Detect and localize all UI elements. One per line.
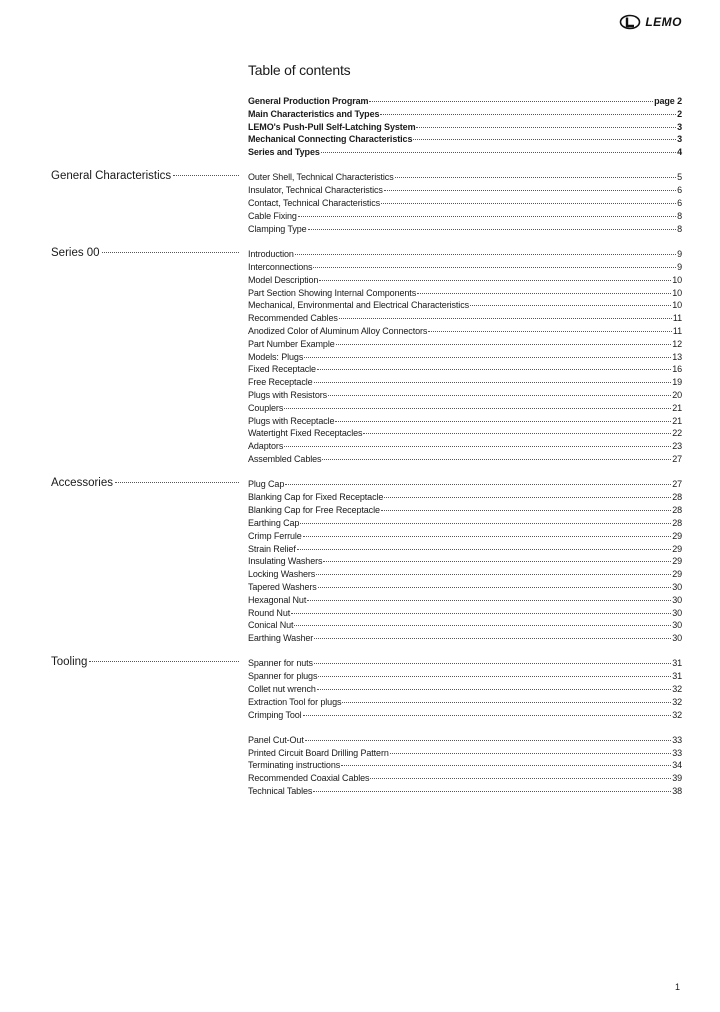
toc-entry-page: 3: [677, 122, 682, 132]
toc-entry-series-and-types[interactable]: [248, 146, 682, 159]
toc-entry-page: 6: [677, 185, 682, 195]
toc-entry-page: 20: [672, 390, 682, 400]
toc-entry-label: Mechanical Connecting Characteristics: [248, 134, 413, 144]
toc-entry-page: 10: [672, 275, 682, 285]
toc-entry-page: 30: [672, 608, 682, 618]
toc-entry-page: 28: [672, 505, 682, 515]
dot-leader: [341, 765, 671, 766]
dot-leader: [314, 382, 672, 383]
section-heading-general-characteristics: [51, 168, 239, 184]
toc-entry-label: Part Number Example: [248, 339, 335, 349]
toc-entry[interactable]: [248, 785, 682, 798]
toc-entry[interactable]: [248, 517, 682, 530]
toc-entry[interactable]: [248, 555, 682, 568]
toc-entry-label: Contact, Technical Characteristics: [248, 198, 380, 208]
dot-leader: [308, 229, 677, 230]
toc-entry-label: Technical Tables: [248, 786, 313, 796]
section-heading-label: General Characteristics: [51, 170, 172, 182]
toc-entry-label: Interconnections: [248, 262, 313, 272]
toc-entry-page: 5: [677, 172, 682, 182]
dot-leader: [307, 600, 671, 601]
dot-leader: [285, 484, 671, 485]
toc-entry[interactable]: [248, 171, 682, 184]
toc-entry-page: 33: [672, 748, 682, 758]
toc-entry-page: 31: [672, 671, 682, 681]
toc-entry[interactable]: [248, 427, 682, 440]
toc-entry[interactable]: [248, 325, 682, 338]
dot-leader: [284, 446, 671, 447]
toc-entry-page: 29: [672, 531, 682, 541]
dot-leader: [304, 357, 671, 358]
toc-entry[interactable]: [248, 594, 682, 607]
section-heading-series-00: [51, 245, 239, 261]
toc-entry[interactable]: [248, 632, 682, 645]
toc-entry-page: 32: [672, 710, 682, 720]
toc-entry-label: Watertight Fixed Receptacles: [248, 428, 363, 438]
toc-entry-label: Round Nut: [248, 608, 291, 618]
dot-leader: [313, 791, 671, 792]
toc-entry-label: Model Description: [248, 275, 319, 285]
toc-entry[interactable]: [248, 363, 682, 376]
toc-entry-page: 29: [672, 556, 682, 566]
dot-leader: [336, 344, 672, 345]
dot-leader: [323, 561, 671, 562]
toc-entry-page: 10: [672, 300, 682, 310]
toc-entry-page: 11: [672, 313, 682, 323]
toc-entry-main-characteristics[interactable]: [248, 108, 682, 121]
dot-leader: [294, 625, 671, 626]
toc-entry-label: Hexagonal Nut: [248, 595, 307, 605]
toc-entry-page: 2: [677, 109, 682, 119]
toc-entry-page: page 2: [654, 96, 682, 106]
dot-leader: [381, 510, 671, 511]
dot-leader: [384, 190, 676, 191]
toc-entry-label: Main Characteristics and Types: [248, 109, 380, 119]
toc-entry-label: Models: Plugs: [248, 352, 304, 362]
toc-entry-page: 39: [672, 773, 682, 783]
dot-leader: [413, 139, 676, 140]
toc-entry-page: 21: [672, 403, 682, 413]
dot-leader: [303, 536, 671, 537]
dot-leader: [316, 574, 671, 575]
toc-entry-page: 32: [672, 697, 682, 707]
toc-entry-label: Anodized Color of Aluminum Alloy Connectors: [248, 326, 428, 336]
lemo-emblem-icon: [619, 14, 641, 30]
toc-entry-label: Terminating instructions: [248, 760, 341, 770]
toc-entry-label: Fixed Receptacle: [248, 364, 316, 374]
toc-entry[interactable]: [248, 657, 682, 670]
toc-entry-page: 31: [672, 658, 682, 668]
dot-leader: [384, 497, 671, 498]
toc-entry[interactable]: [248, 402, 682, 415]
toc-entry-page: 28: [672, 518, 682, 528]
toc-entry-page: 27: [672, 454, 682, 464]
toc-entry-page: 4: [677, 147, 682, 157]
dot-leader: [370, 778, 671, 779]
dot-leader: [339, 318, 672, 319]
toc-entry-page: 30: [672, 595, 682, 605]
toc-entry-label: Locking Washers: [248, 569, 316, 579]
dot-leader: [390, 753, 671, 754]
toc-entry[interactable]: [248, 709, 682, 722]
toc-entry-page: 29: [672, 544, 682, 554]
toc-entry[interactable]: [248, 197, 682, 210]
toc-entry-page: 28: [672, 492, 682, 502]
dot-leader: [303, 715, 672, 716]
toc-entry[interactable]: [248, 581, 682, 594]
toc-entry-label: Outer Shell, Technical Characteristics: [248, 172, 394, 182]
toc-entry-label: Extraction Tool for plugs: [248, 697, 342, 707]
toc-entry[interactable]: [248, 530, 682, 543]
dot-leader: [115, 482, 239, 483]
dot-leader: [314, 638, 671, 639]
dot-leader: [321, 152, 676, 153]
toc-entry-page: 10: [672, 288, 682, 298]
toc-entry[interactable]: [248, 376, 682, 389]
toc-entry-page: 38: [672, 786, 682, 796]
toc-entry-general-production-program[interactable]: [248, 95, 682, 108]
page-number: 1: [674, 982, 680, 992]
dot-leader: [305, 740, 671, 741]
section-heading-tooling: [51, 654, 239, 670]
toc-entry-page: 11: [672, 326, 682, 336]
logo-text: LEMO: [645, 15, 682, 29]
dot-leader: [102, 252, 239, 253]
toc-entry[interactable]: [248, 759, 682, 772]
toc-entry-label: Assembled Cables: [248, 454, 322, 464]
section-heading-label: Tooling: [51, 656, 88, 668]
lemo-logo: [619, 14, 682, 30]
toc-entry-page: 12: [672, 339, 682, 349]
toc-entry-label: Recommended Cables: [248, 313, 338, 323]
dot-leader: [335, 421, 671, 422]
toc-entry-page: 19: [672, 377, 682, 387]
dot-leader: [295, 254, 676, 255]
dot-leader: [369, 101, 653, 102]
dot-leader: [297, 549, 671, 550]
toc-entry-mechanical-connecting[interactable]: [248, 133, 682, 146]
toc-entry-page: 6: [677, 198, 682, 208]
toc-entry[interactable]: [248, 338, 682, 351]
dot-leader: [317, 689, 671, 690]
toc-entry-label: Tapered Washers: [248, 582, 317, 592]
toc-entry-label: Conical Nut: [248, 620, 294, 630]
toc-entry-page: 22: [672, 428, 682, 438]
toc-entry[interactable]: [248, 261, 682, 274]
toc-entry-label: Spanner for plugs: [248, 671, 318, 681]
toc-entry[interactable]: [248, 568, 682, 581]
toc-entry-page: 16: [672, 364, 682, 374]
toc-entry-label: Earthing Washer: [248, 633, 314, 643]
toc-entry-page: 9: [677, 262, 682, 272]
toc-entry-label: Earthing Cap: [248, 518, 300, 528]
toc-entry-label: Blanking Cap for Fixed Receptacle: [248, 492, 384, 502]
dot-leader: [395, 177, 676, 178]
toc-entry-label: LEMO's Push-Pull Self-Latching System: [248, 122, 416, 132]
toc-entry-label: Plugs with Resistors: [248, 390, 328, 400]
toc-entry-label: Introduction: [248, 249, 294, 259]
toc-entry-page: 23: [672, 441, 682, 451]
toc-entry-label: Cable Fixing: [248, 211, 297, 221]
toc-entry-label: Crimping Tool: [248, 710, 302, 720]
toc-entry[interactable]: [248, 274, 682, 287]
toc-entry-page: 8: [677, 211, 682, 221]
dot-leader: [363, 433, 671, 434]
toc-entry-label: Plug Cap: [248, 479, 285, 489]
toc-entry-label: Insulating Washers: [248, 556, 323, 566]
toc-entry-label: Couplers: [248, 403, 284, 413]
toc-entry-label: Collet nut wrench: [248, 684, 316, 694]
toc-entry[interactable]: [248, 670, 682, 683]
toc-entry[interactable]: [248, 453, 682, 466]
dot-leader: [342, 702, 671, 703]
section-heading-accessories: [51, 475, 239, 491]
toc-entry-label: Series and Types: [248, 147, 320, 157]
dot-leader: [313, 267, 676, 268]
toc-entry-page: 30: [672, 620, 682, 630]
toc-entry-label: Insulator, Technical Characteristics: [248, 185, 383, 195]
dot-leader: [291, 613, 671, 614]
toc-entry-page: 33: [672, 735, 682, 745]
dot-leader: [319, 280, 671, 281]
toc-entry[interactable]: [248, 440, 682, 453]
toc-entry[interactable]: [248, 504, 682, 517]
page-title: Table of contents: [248, 62, 351, 78]
dot-leader: [328, 395, 671, 396]
toc-entry[interactable]: [248, 248, 682, 261]
toc-entry-page: 9: [677, 249, 682, 259]
toc-entry[interactable]: [248, 389, 682, 402]
toc-entry-label: Clamping Type: [248, 224, 307, 234]
dot-leader: [284, 408, 671, 409]
toc-entry-label: Mechanical, Environmental and Electrical Characteristics: [248, 300, 469, 310]
dot-leader: [416, 127, 676, 128]
toc-entry-page: 32: [672, 684, 682, 694]
dot-leader: [314, 663, 671, 664]
toc-entry[interactable]: [248, 491, 682, 504]
dot-leader: [322, 459, 671, 460]
toc-entry[interactable]: [248, 478, 682, 491]
toc-entry-page: 34: [672, 760, 682, 770]
toc-entry-page: 30: [672, 582, 682, 592]
toc-entry[interactable]: [248, 312, 682, 325]
dot-leader: [380, 114, 676, 115]
dot-leader: [89, 661, 239, 662]
toc-entry[interactable]: [248, 772, 682, 785]
dot-leader: [318, 676, 671, 677]
section-heading-label: Accessories: [51, 477, 113, 489]
toc-entry[interactable]: [248, 619, 682, 632]
toc-entry-page: 8: [677, 224, 682, 234]
toc-entry-label: Recommended Coaxial Cables: [248, 773, 370, 783]
dot-leader: [318, 587, 671, 588]
toc-entry-label: Panel Cut-Out: [248, 735, 304, 745]
toc-entry[interactable]: [248, 696, 682, 709]
toc-entry-page: 27: [672, 479, 682, 489]
toc-entry-page: 3: [677, 134, 682, 144]
toc-entry[interactable]: [248, 299, 682, 312]
toc-entry-label: Free Receptacle: [248, 377, 313, 387]
dot-leader: [317, 369, 671, 370]
toc-entry-label: Printed Circuit Board Drilling Pattern: [248, 748, 389, 758]
toc-entry-page: 21: [672, 416, 682, 426]
toc-entry[interactable]: [248, 734, 682, 747]
toc-entry[interactable]: [248, 683, 682, 696]
toc-entry-page: 29: [672, 569, 682, 579]
dot-leader: [417, 293, 671, 294]
toc-entry-label: Blanking Cap for Free Receptacle: [248, 505, 380, 515]
toc-entry-label: Plugs with Receptacle: [248, 416, 335, 426]
toc-entry[interactable]: [248, 210, 682, 223]
toc-entry-page: 30: [672, 633, 682, 643]
toc-entry-page: 13: [672, 352, 682, 362]
dot-leader: [300, 523, 671, 524]
toc-entry-label: Adaptors: [248, 441, 284, 451]
dot-leader: [173, 175, 239, 176]
section-heading-label: Series 00: [51, 247, 100, 259]
toc-entry-label: Strain Relief: [248, 544, 296, 554]
toc-entry-label: Crimp Ferrule: [248, 531, 302, 541]
dot-leader: [381, 203, 676, 204]
toc-entry[interactable]: [248, 184, 682, 197]
toc-entry-label: Spanner for nuts: [248, 658, 313, 668]
toc-entry-label: General Production Program: [248, 96, 369, 106]
dot-leader: [470, 305, 671, 306]
dot-leader: [298, 216, 676, 217]
toc-entry-label: Part Section Showing Internal Components: [248, 288, 417, 298]
dot-leader: [428, 331, 672, 332]
toc-entry[interactable]: [248, 223, 682, 236]
